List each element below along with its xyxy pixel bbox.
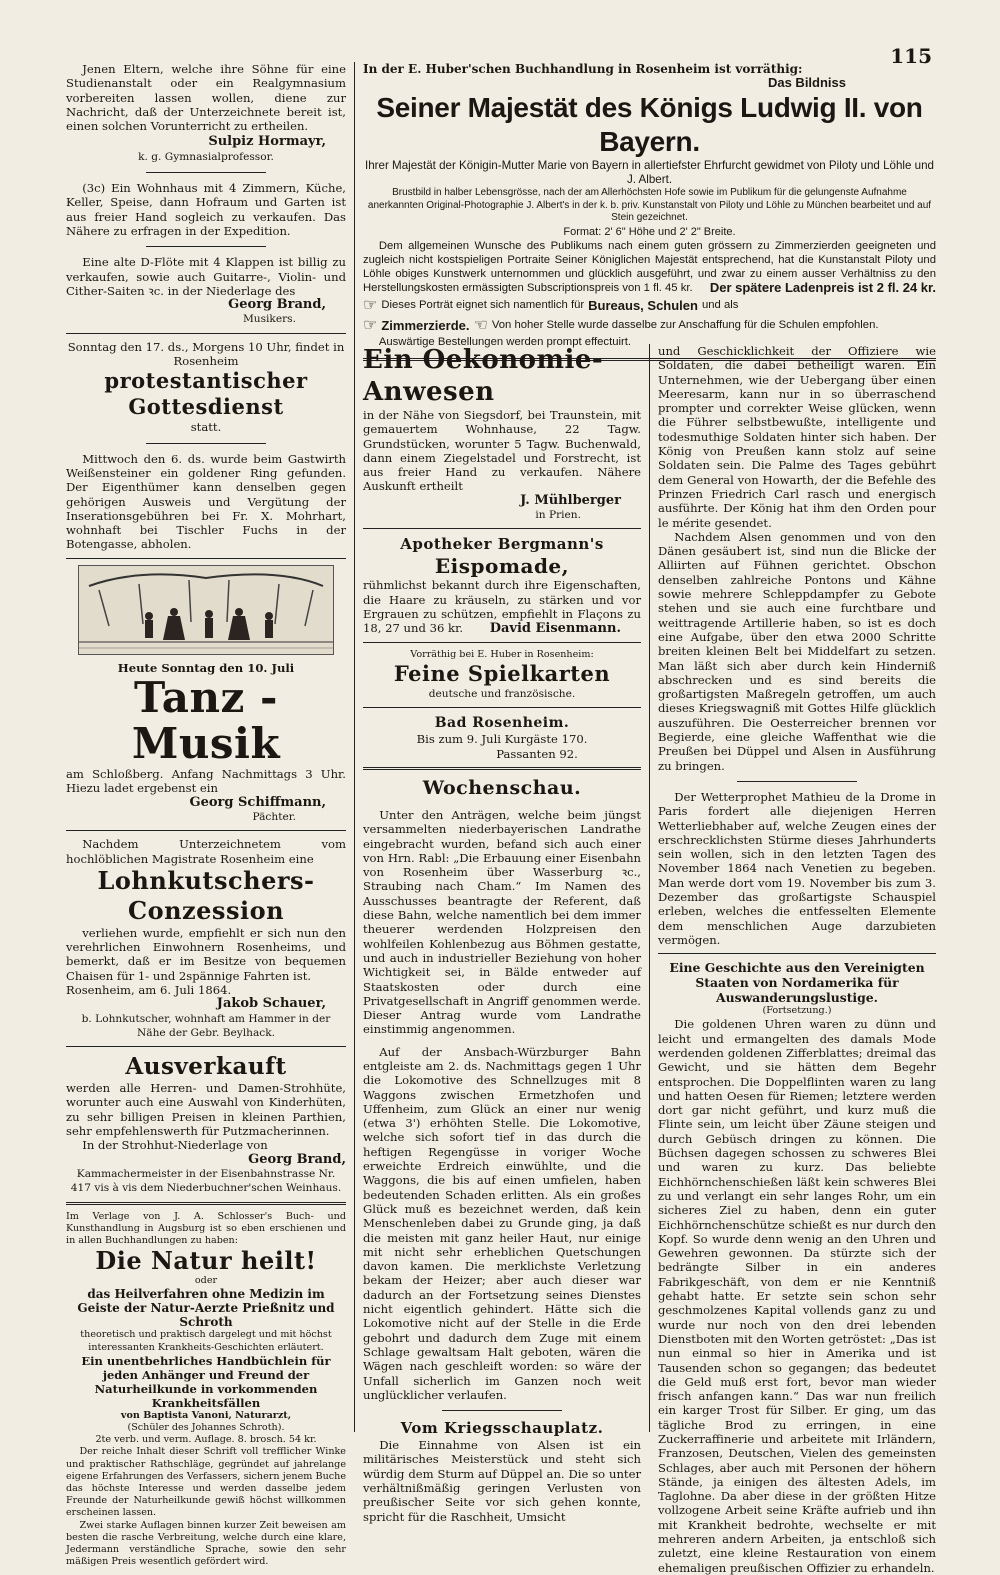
ad-natur-author2: (Schüler des Johannes Schroth). (127, 1421, 285, 1433)
divider (146, 172, 266, 173)
ad-aus-title: Kammachermeister in der Eisenbahnstrasse Nr. 417 vis à vis dem Niederbuchner'schen Weinhaus. (70, 1167, 342, 1195)
divider (66, 1046, 346, 1047)
hub-format: Format: 2' 6" Höhe und 2' 2" Breite. (563, 225, 736, 238)
divider (66, 333, 346, 334)
hub-price: Der spätere Ladenpreis ist 2 fl. 24 kr. (709, 279, 936, 295)
ad-ekon-place: in Prien. (535, 509, 581, 522)
ad-ekon-text: in der Nähe von Siegsdorf, bei Traunstein, mit gemauertem Wohnhause, 22 Tagw. Grundstücken, worunter 5 Tagw. Buchenwald, dann einem Ziegelstadel und Forstrecht, ist aus freier Hand zu verkaufen. Nähere Auskunft ertheilt (363, 408, 641, 494)
divider (66, 830, 346, 831)
ad-aus-heading: Ausverkauft (125, 1053, 287, 1081)
hub-schulen: Von hoher Stelle wurde dasselbe zur Anschaffung für die Schulen empfohlen. (491, 319, 879, 332)
wetter-text: Der Wetterprophet Mathieu de la Drome in Paris fordert alle diejenigen Herren Wetterliebhaber auf, welche Zeugen eines der erschrecklichsten Stürme dieses Jahrhunderts sein wollen, sich in den letzten Tagen des November 1864 nach Venetien zu begeben. Man werde dort vom 19. November bis zum 3. Dezember das großartigste Schauspiel erleben, welches die entfesselten Elemente dem menschlichen Auge darzubieten vermögen. (658, 789, 936, 947)
hub-zimmer: Zimmerzierde. (381, 317, 470, 333)
ad-tanz-heading: Tanz - Musik (131, 673, 281, 769)
ad-ekon-signature: J. Mühlberger (520, 492, 621, 508)
ad-spiel-heading: Feine Spielkarten (393, 661, 611, 687)
bad-line2: Passanten 92. (496, 746, 578, 761)
ad-natur-desc: Der reiche Inhalt dieser Schrift voll trefflicher Winke und praktischer Rathschläge, gegründet auf jahrelange eigene Erfahrungen des Verfassers, sichern jenem Buche das höchste Interesse und werden dasselbe jedem Freunde der Naturheilkunde gewiß höchst willkommen erscheinen lassen. (66, 1446, 346, 1519)
ad-sonntag-text: Sonntag den 17. ds., Morgens 10 Uhr, findet in Rosenheim (67, 339, 345, 369)
geschichte-sub: (Fortsetzung.) (762, 1005, 832, 1017)
ad-lohn-text: verliehen wurde, empfiehlt er sich nun den verehrlichen Einwohnern Rosenheims, und bemerkt, daß er im Besitze von bequemen Chaisen für 1- und 2spännige Fahrten ist. (66, 925, 346, 983)
ad-ekon-heading: Ein Oekonomie-Anwesen (363, 345, 604, 407)
ad-natur-intro: Im Verlage von J. A. Schlosser's Buch- und Kunsthandlung in Augsburg ist so eben erschienen und in allen Buchhandlungen zu haben: (66, 1210, 346, 1246)
krieg-p3: Nachdem Alsen genommen und von den Dänen gesäubert ist, sind nun die Blicke der Alliirten auf Fühnen gerichtet. Obschon denselben zahlreiche Pontons und Kähne sowie mehrere Schleppdampfer zu Gebote stehen und sie auch eine furchtbare und weittragende Artillerie haben, so ist es doch eine Aufgabe, über den etwa 2000 Schritte breiten kleinen Belt bei Middelfart zu setzen. Man läßt sich aber durch kein Hinderniß abschrecken und es sind bereits die großartigsten Maßregeln getroffen, um auch dieses Kriegswagniß mit Gottes Hilfe glücklich auszuführen. Die Oesterreicher brennen vor Begierde, eine gleiche Waffenthat wie die Preußen bei Düppel und Alsen in Ausführung zu bringen. (658, 529, 936, 773)
ad-lohn-heading: Lohnkutschers-Conzession (97, 865, 315, 925)
ad-aus-text: werden alle Herren- und Damen-Strohhüte, worunter auch eine Auswahl von Kinderhüten, zu sehr billigen Preisen in kleinen Parthien, sehr empfehlenswerth für Putzmacherinnen. (66, 1081, 346, 1139)
divider (66, 558, 346, 559)
bad-line1: Bis zum 9. Juli Kurgäste 170. (416, 732, 588, 747)
ad-aus-signature: Georg Brand, (248, 1151, 346, 1167)
ad-floete-text: Eine alte D-Flöte mit 4 Klappen ist billig zu verkaufen, sowie auch Guitarre-, Violin- und Cither-Saiten ꝛc. in der Niederlage des (66, 255, 346, 298)
ad-spiel-sub: deutsche und französische. (428, 688, 576, 701)
ad-tanz-signature: Georg Schiffmann, (189, 794, 326, 810)
hub-portrait: Dieses Porträt eignet sich namentlich für (381, 299, 585, 312)
divider (363, 767, 641, 770)
pointing-hand-icon: ☜ (473, 317, 488, 335)
bad-heading: Bad Rosenheim. (434, 715, 570, 732)
ad-sonntag-heading: protestantischer Gottesdienst (104, 368, 308, 420)
ad-aus-text2: In der Strohhut-Niederlage von (82, 1138, 268, 1153)
ad-eltern-title: k. g. Gymnasialprofessor. (138, 150, 274, 163)
ad-natur-heading: Die Natur heilt! (95, 1246, 317, 1276)
column-middle (363, 344, 641, 1524)
divider (363, 642, 641, 643)
column-rule-2 (649, 344, 650, 1432)
page-number: 115 (890, 44, 932, 68)
pointing-hand-icon: ☞ (363, 297, 378, 315)
ad-floete-signature: Georg Brand, (228, 297, 326, 313)
ad-tanz-text: am Schloßberg. Anfang Nachmittags 3 Uhr. Hiezu ladet ergebenst ein (66, 767, 346, 796)
ad-natur-desc2: Zwei starke Auflagen binnen kurzer Zeit beweisen am besten die rasche Verbreitung, welche durch eine klare, Jedermann verständliche Sprache, sowie den sehr mäßigen Preis wesentlich gefördert wird. (66, 1519, 346, 1568)
ad-natur-oder: oder (194, 1275, 218, 1287)
geschichte-p1: Die goldenen Uhren waren zu dünn und leicht und ermangelten des damals Mode werdenden goldenen Zifferblattes; dreimal das Gewicht, und sie hätten dem Begehr entsprochen. Die Doppelflinten waren zu lang und hatten Oesen für Riemen; letztere werden dort gar nicht geführt, und kurz muß die Flinte sein, um leicht über Zäune steigen und durch Gebüsch dringen zu können. Die Büchsen dagegen schossen zu schweres Blei und waren zu kurz. Das beliebte Eichhörnchenschießen läßt kein schweres Blei zu und verlangt ein sehr langes Rohr, um ein sicheres Ziel zu haben, denn ein guter Eichhörnchenschütze schießt es nur durch den Kopf. So wurde denn wenig an den Uhren und Gewehren gewonnen. Da stürzte sich der bedrängte Silber in ein anderes Fabrikgeschäft, von dem er nie Kenntniß gehabt hatte. Er setzte sein schon sehr geschmolzenes Kapital vollends ganz zu und wurde nur noch von den drei lebenden Dienstboten mit den Worten getröstet: „Das ist nun einmal so hier in Amerika und ist Tausenden schon so gegangen; das bedeutet die Geld muß erst fort, bevor man wieder frisch anfangen kann.“ Das war nun freilich ein karger Trost für Silber. Er ging, um das tägliche Brod zu erringen, in eine Zuckerraffinerie und arbeitete mit Irländern, Franzosen, Deutschen, Vielen des gemeinsten Schlages, aber auch mit Personen der höhern Stände, ja einigen des ältesten Adels, im Taglohne. Da aber diese in der größten Hitze vollzogene Arbeit seine Kräfte aufrieb und ihn mit Krankheit bedrohte, wechselte er mit mehreren andern Arbeiten, ja entschloß sich zuletzt, eine kleine Restauration von einem ehemaligen preußischen Offizier zu erhandeln. (658, 1017, 936, 1575)
ad-natur-author: von Baptista Vanoni, Naturarzt, (120, 1409, 292, 1421)
hub-title: Seiner Majestät des Königs Ludwig II. von Bayern. (376, 91, 923, 157)
divider (442, 1410, 562, 1411)
divider (146, 246, 266, 247)
ad-lohn-signature: Jakob Schauer, (216, 996, 326, 1012)
ad-lohn-intro: Nachdem Unterzeichnetem vom hochlöblichen Magistrate Rosenheim eine (66, 837, 346, 866)
hub-und-als: und als (701, 299, 739, 312)
ad-natur-subtitle: das Heilverfahren ohne Medizin im Geiste der Natur-Aerzte Prießnitz und Schroth (77, 1287, 335, 1330)
ad-eis-heading1: Apotheker Bergmann's (400, 535, 604, 554)
ad-ring-text: Mittwoch den 6. ds. wurde beim Gastwirth Weißensteiner ein goldener Ring gefunden. Der Eigenthümer kann denselben gegen gehörigen Ausweis und Vergütung der Inserationsgebühren bei Fr. X. Mohrhart, wohnhaft bei Tischler Fuchs in der Botengasse, abholen. (66, 451, 346, 552)
divider (363, 528, 641, 529)
ad-eis-heading2: Eispomade, (434, 554, 570, 579)
wochenschau-p2: Auf der Ansbach-Würzburger Bahn entgleiste am 2. ds. Nachmittags gegen 1 Uhr die Lokomotive des Schnellzuges mit 8 Waggons zwischen Ermetzhofen und Uffenheim, zum Glück an einer nur wenig (etwa 3') erhöhten Stelle. Die Lokomotive, welche sich sofort tief in das durch die heftigen Regengüsse in voriger Woche erweichte Erdreich einwühlte, und die Waggons, die bis auf einen umfielen, haben bedeutenden Schaden erlitten. Als ein großes Glück muß es bezeichnet werden, daß kein Menschenleben dabei zu Grunde ging, ja daß die meisten mit ganz heiler Haut, nur einige mit nicht sehr erheblichen Quetschungen davon kamen. Die merklichste Verletzung bekam der Heizer; aber auch dieser war dadurch an der Fortsetzung seines Dienstes nicht eigentlich gehindert. Hätte sich die Lokomotive nicht auf der Stelle in die Erde gebohrt und dadurch dem Zuge mit einem Schlage gewaltsam Halt geboten, wären die Wägen nach geschleift worden: so wäre der Unfall sicherlich im Ganzen noch weit unglücklicher verlaufen. (363, 1044, 641, 1402)
wochenschau-heading: Wochenschau. (422, 776, 582, 799)
column-left (66, 62, 346, 1568)
hub-bildniss: Das Bildniss (767, 75, 846, 91)
dance-scene-icon (79, 566, 333, 654)
ad-eltern-text: Jenen Eltern, welche ihre Söhne für eine Studienanstalt oder ein Realgymnasium vorbereiten lassen wollen, diene zur Nachricht, daß der Unterzeichnete bereit ist, einen solchen Vorunterricht zu ertheilen. (66, 62, 346, 134)
hub-description: Brustbild in halber Lebensgrösse, nach der am Allerhöchsten Hofe sowie im Publikum für die gelungenste Aufnahme anerkannten Original-Photographie J. Albert's in der k. b. priv. Kunstanstalt von Piloty und Löhle zu München bearbeitet und auf Stein gezeichnet. (367, 187, 932, 224)
ad-lohn-date: Rosenheim, am 6. Juli 1864. (66, 982, 232, 997)
krieg-p2: und Geschicklichkeit der Offiziere wie Soldaten, die dabei betheiligt waren. Ein Unternehmen, wie der Uebergang über einen Meeresarm, kann nur in so überraschend prompter und correkter Weise glücken, wenn die Führer selbstbewußte, intelligente und todesmuthige Soldaten hinter sich haben. Der König von Preußen kann stolz auf seine Soldaten sein. Die Palme des Tages gebührt dem General von Howarth, der die Befehle des Prinzen Friedrich Carl rasch und energisch ausführte. Der König hat ihm den Orden pour le mérite gesendet. (658, 344, 936, 530)
hub-auswaertig: Auswärtige Bestellungen werden prompt effectuirt. (378, 336, 632, 349)
divider (658, 953, 936, 954)
ad-floete-title: Musikers. (242, 313, 296, 326)
column-right (658, 344, 936, 1575)
ad-tanz-date: Heute Sonntag den 10. Juli (117, 660, 295, 675)
ad-koenig-bildniss (363, 62, 936, 367)
ad-eis-text: rühmlichst bekannt durch ihre Eigenschaften, die Haare zu kräuseln, zu stärken und vor Ergrauen zu schützen, empfiehlt in Flaçons zu 18, 27 und 36 kr. (363, 578, 641, 636)
geschichte-heading: Eine Geschichte aus den Vereinigten Staaten von Nordamerika für Auswanderungslustige. (669, 960, 925, 1006)
hub-dedication: Ihrer Majestät der Königin-Mutter Marie von Bayern in allertiefster Ehrfurcht gewidmet von Piloty und Löhle und J. Albert. (364, 158, 935, 186)
ad-natur-subtitle2: theoretisch und praktisch dargelegt und mit höchst interessanten Krankheits-Geschichten erläutert. (80, 1329, 332, 1353)
krieg-heading: Vom Kriegsschauplatz. (400, 1419, 604, 1438)
dance-vignette-illustration (78, 565, 334, 655)
hub-intro: In der E. Huber'schen Buchhandlung in Rosenheim ist vorräthig: (363, 62, 803, 76)
ad-natur-price: 2te verb. und verm. Auflage. 8. brosch. 54 kr. (95, 1434, 317, 1446)
ad-eltern-signature: Sulpiz Hormayr, (208, 134, 326, 150)
column-rule-1 (354, 62, 355, 1432)
hub-bureaus: Bureaus, Schulen (588, 297, 698, 313)
hub-body: Dem allgemeinen Wunsche des Publikums nach einem guten grössern zu Zimmerzierden geeigneten und zugleich nicht kostspieligen Portraite Seiner Königlichen Majestät entsprechend, hat die Kunstanstalt Piloty und Löhle obiges Kunstwerk unternommen und glücklich ausgeführt, und zwar zu einem ausser Verhältniss zu den Herstellungskosten ermässigten Subscriptionspreis von 1 fl. 45 kr. (363, 239, 936, 294)
divider (146, 443, 266, 444)
ad-wohnhaus-text: (3c) Ein Wohnhaus mit 4 Zimmern, Küche, Keller, Speise, dann Hofraum und Garten ist aus freier Hand sogleich zu verkaufen. Das Nähere zu erfragen in der Expedition. (66, 181, 346, 238)
ad-sonntag-statt: statt. (190, 420, 222, 435)
divider (737, 781, 857, 782)
divider (363, 707, 641, 708)
ad-natur-subtitle3: Ein unentbehrliches Handbüchlein für jeden Anhänger und Freund der Naturheilkunde in vorkommenden Krankheitsfällen (81, 1353, 331, 1410)
ad-lohn-title: b. Lohnkutscher, wohnhaft am Hammer in der Nähe der Gebr. Beylhack. (81, 1012, 331, 1039)
ad-tanz-title: Pächter. (252, 810, 296, 823)
ad-spiel-intro: Vorräthig bei E. Huber in Rosenheim: (410, 648, 594, 660)
wochenschau-p1: Unter den Anträgen, welche beim jüngst versammelten niederbayerischen Landrathe eingebracht wurden, befand sich auch einer von Hrn. Rabl: „Die Erbauung einer Eisenbahn von Rosenheim über Wasserburg ꝛc., Straubing nach Cham.“ Im Namen des Ausschusses beantragte der Referent, daß diese Bahn, welche namentlich bei dem immer theuerer werdenden Holzpreisen den wohlfeilen Kohlenbezug aus Böhmen gestatte, und auch in industrieller Beziehung von hoher Wichtigkeit sei, in Bälde entweder auf Staatskosten oder durch eine Privatgesellschaft in Angriff genommen werde. Dieser Antrag wurde vom Landrathe einstimmig angenommen. (363, 807, 641, 1037)
ad-eis-signature: David Eisenmann. (489, 620, 621, 636)
krieg-p1: Die Einnahme von Alsen ist ein militärisches Meisterstück und steht sich würdig dem Sturm auf Düppel an. Die so unter verhältnißmäßig geringen Verlusten von preußischer Seite vor sich gehen konnte, spricht für die Raschheit, Umsicht (363, 1438, 641, 1524)
divider (66, 1202, 346, 1205)
pointing-hand-icon: ☞ (363, 317, 378, 335)
